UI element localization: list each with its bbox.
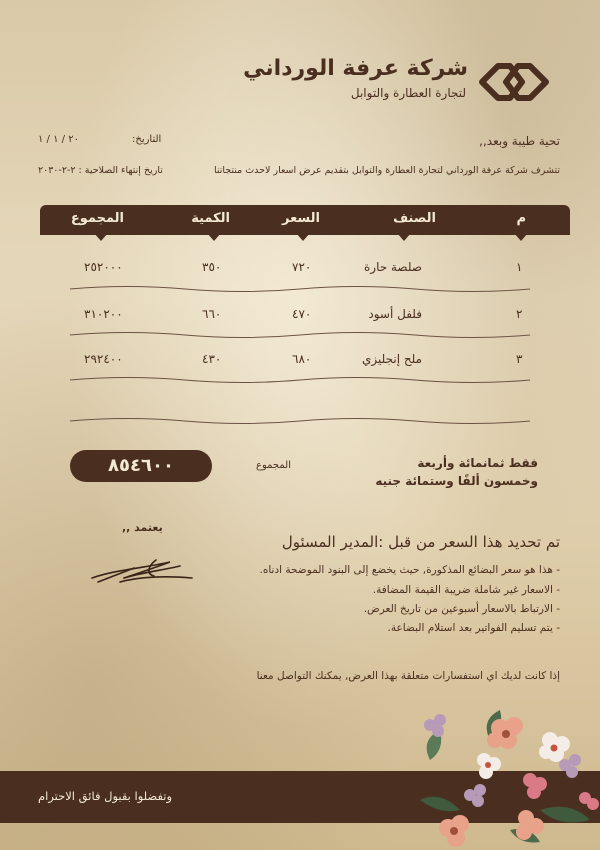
row-item: ملح إنجليزي xyxy=(362,352,422,366)
row-quantity: ٦٦٠ xyxy=(202,307,222,321)
row-total: ٢٩٢٤٠٠ xyxy=(84,352,123,366)
approved-label: يعتمد ,, xyxy=(122,521,163,534)
row-price: ٧٢٠ xyxy=(292,260,312,274)
row-item: فلفل أسود xyxy=(368,307,422,321)
row-price: ٤٧٠ xyxy=(292,307,312,321)
header-notch xyxy=(397,233,411,241)
date-label: التاريخ: xyxy=(132,134,162,145)
note-item: - الاسعار غير شاملة ضريبة القيمة المضافة. xyxy=(372,584,560,596)
row-number: ١ xyxy=(516,260,523,274)
date-value: ٢٠ / ١ / ١ xyxy=(38,134,79,145)
row-number: ٣ xyxy=(516,352,523,366)
company-subtitle: لتجارة العطارة والتوابل xyxy=(350,86,466,100)
header-notch xyxy=(207,233,221,241)
column-header-quantity: الكمية xyxy=(191,211,230,226)
header-notch xyxy=(94,233,108,241)
intro-text: تتشرف شركة عرفة الورداني لتجارة العطارة والتوابل بتقديم عرض اسعار لاحدث منتجاتنا xyxy=(213,165,560,176)
row-price: ٦٨٠ xyxy=(292,352,312,366)
validity-date: تاريخ إنتهاء الصلاحية : ٢-٢-٢٠٣٠ xyxy=(38,165,163,176)
table-header xyxy=(40,205,570,235)
header-notch xyxy=(296,233,310,241)
row-divider xyxy=(70,416,530,426)
note-item: - الارتباط بالاسعار أسبوعين من تاريخ العرض. xyxy=(363,603,560,615)
logo-rings-icon xyxy=(476,58,552,106)
total-words-line: فقط ثمانمائة وأربعة xyxy=(417,456,538,470)
total-in-words xyxy=(375,454,538,490)
row-divider xyxy=(70,330,530,340)
column-header-item: الصنف xyxy=(393,211,436,226)
contact-text: إذا كانت لديك اي استفسارات متعلقة بهذا العرض, يمكنك التواصل معنا xyxy=(256,670,560,682)
row-total: ٣١٠٢٠٠ xyxy=(84,307,123,321)
column-header-number: م xyxy=(516,211,526,226)
note-item: - هذا هو سعر البضائع المذكورة, حيث يخضع إلى البنود الموضحة ادناه. xyxy=(259,564,560,576)
column-header-total: المجموع xyxy=(70,211,124,226)
closing-text: وتفضلوا بقبول فائق الاحترام xyxy=(38,789,173,803)
signature-graphic xyxy=(84,548,196,588)
row-quantity: ٤٣٠ xyxy=(202,352,222,366)
company-name: شركة عرفة الورداني xyxy=(243,56,468,81)
row-total: ٢٥٢٠٠٠ xyxy=(84,260,123,274)
row-number: ٢ xyxy=(516,307,523,321)
note-item: - يتم تسليم الفواتير بعد استلام البضاعة. xyxy=(387,622,560,634)
floral-decoration xyxy=(400,700,600,850)
greeting: تحية طيبة وبعد,, xyxy=(479,134,560,148)
row-divider xyxy=(70,375,530,385)
header-notch xyxy=(514,233,528,241)
row-item: صلصة حارة xyxy=(364,260,422,274)
row-quantity: ٣٥٠ xyxy=(202,260,222,274)
grand-total-value: ٨٥٤٦٠٠ xyxy=(70,450,212,482)
price-set-by: تم تحديد هذا السعر من قبل :المدير المسئول xyxy=(281,533,560,551)
row-divider xyxy=(70,284,530,294)
grand-total-label: المجموع xyxy=(256,460,291,471)
total-words-line: وخمسون ألفًا وستمائة جنيه xyxy=(375,474,538,488)
column-header-price: السعر xyxy=(282,211,320,226)
